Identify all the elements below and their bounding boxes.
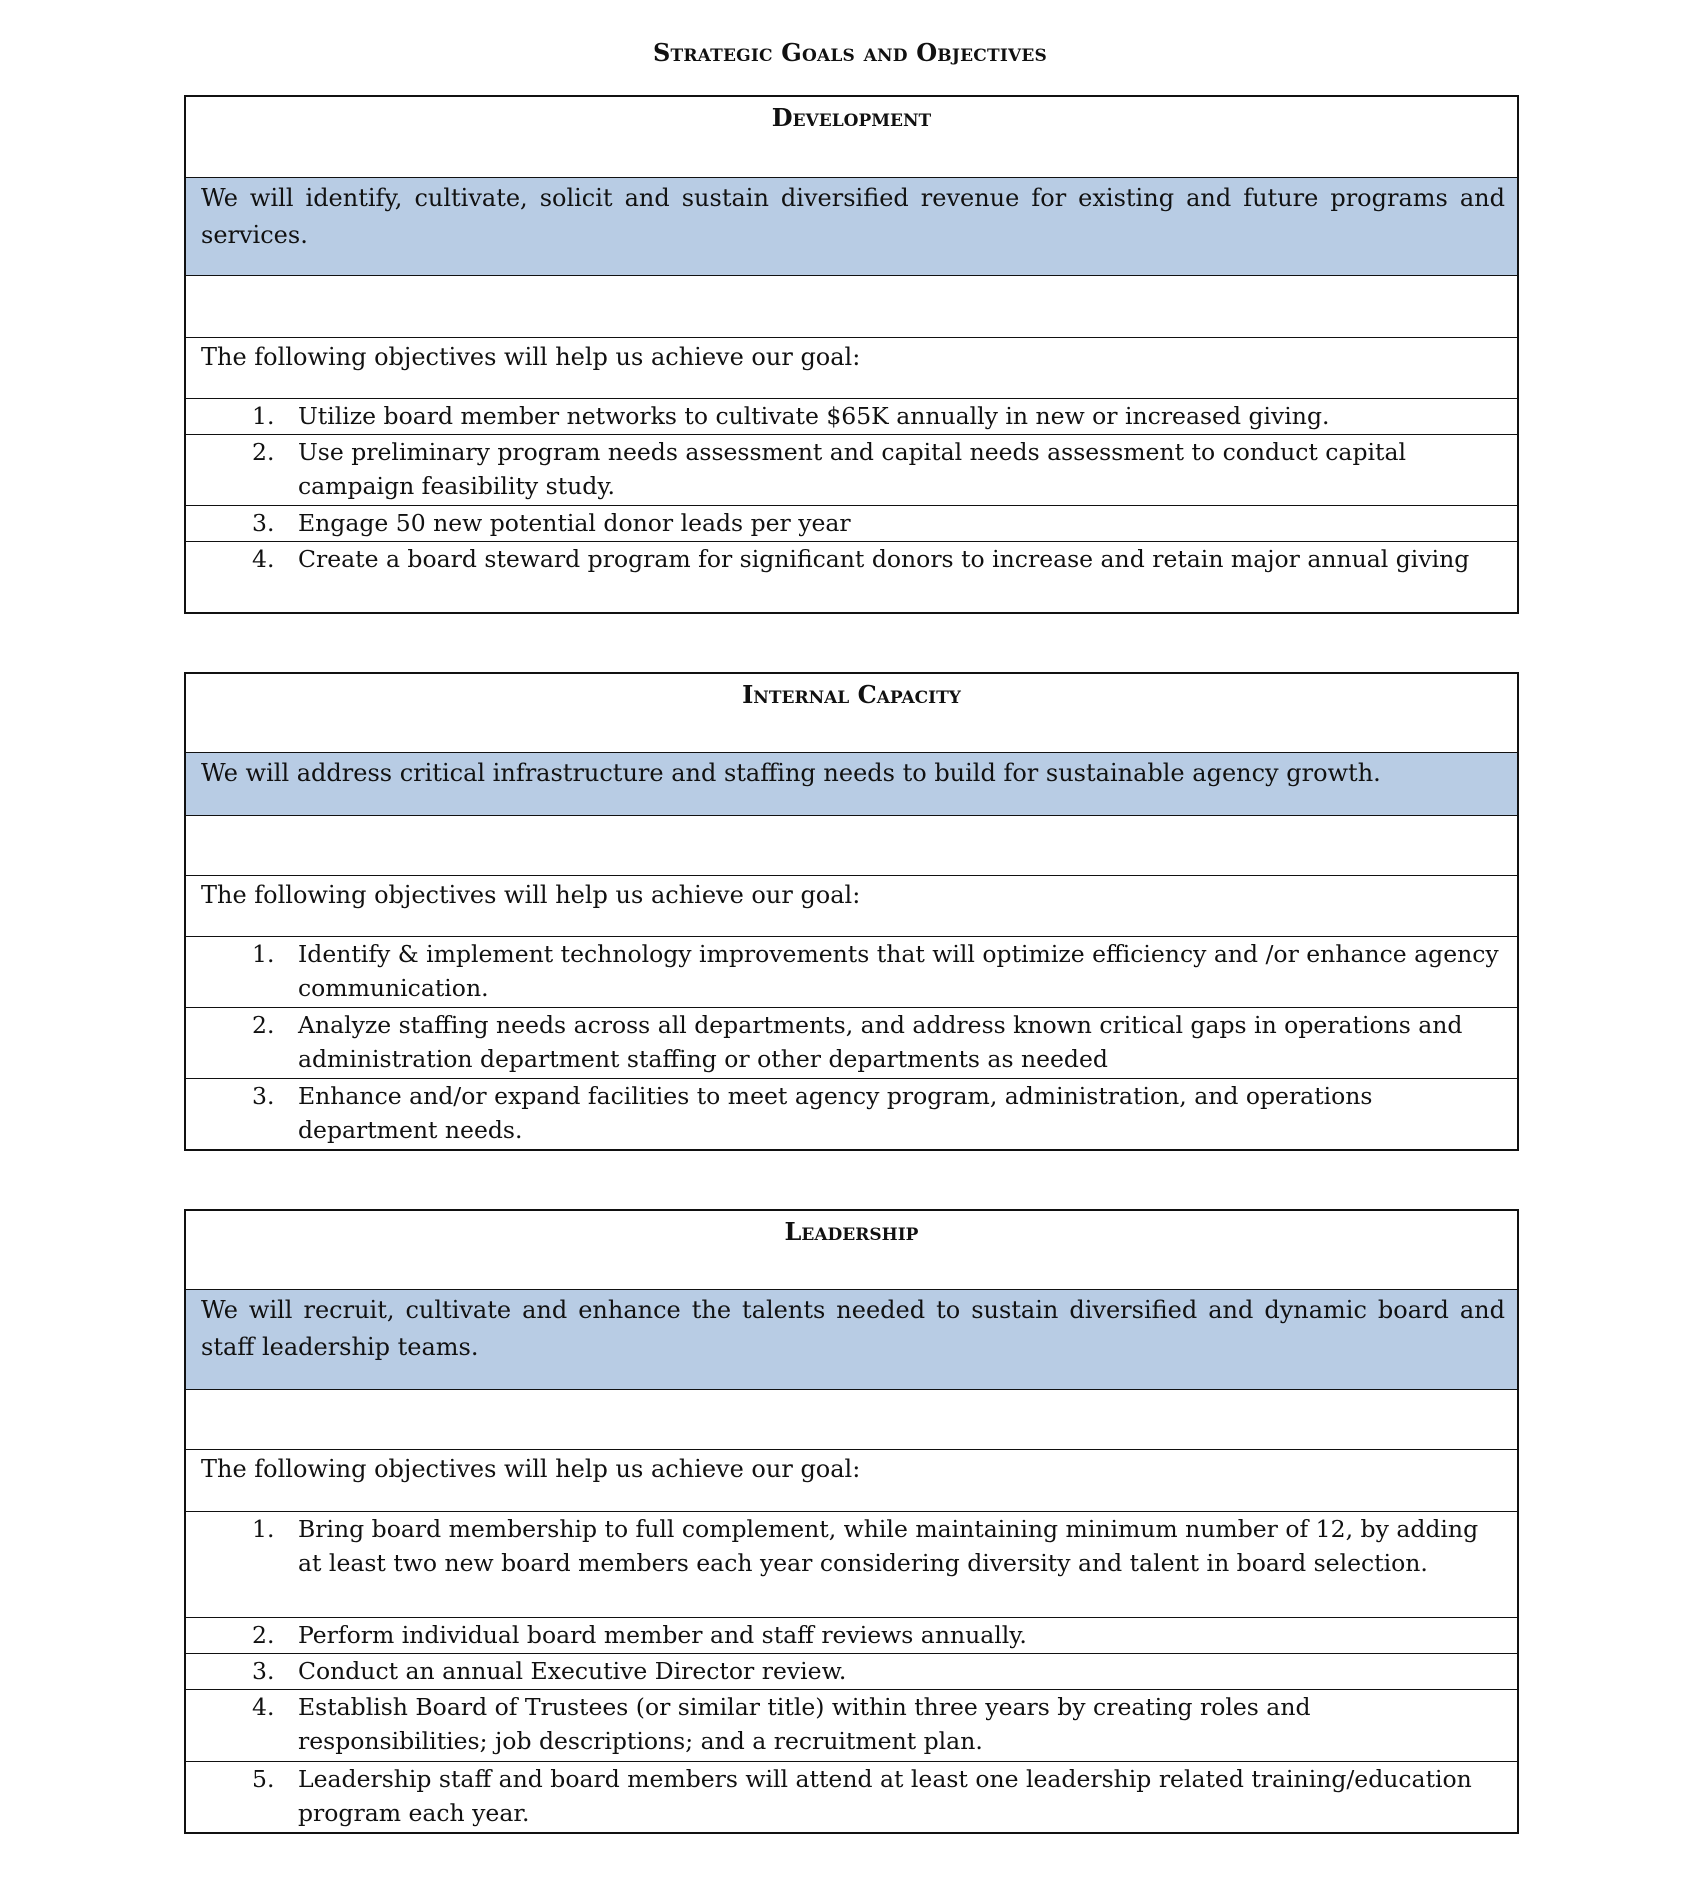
empty-row (186, 815, 1517, 875)
objective-item (186, 505, 1517, 541)
objectives-intro: The following objectives will help us achieve our goal: (186, 875, 1517, 936)
objective-text: Create a board steward program for significant donors to increase and retain major annual giving (298, 545, 1470, 573)
empty-row (186, 275, 1517, 337)
objective-number: 2. (252, 438, 275, 466)
goal-table-development (184, 95, 1519, 614)
objective-number: 1. (252, 402, 275, 430)
objective-text: Use preliminary program needs assessment and capital needs assessment to conduct capital campaign feasibility study. (298, 438, 1406, 500)
objective-number: 2. (252, 1621, 275, 1649)
objective-text: Leadership staff and board members will attend at least one leadership related training/education program each year. (298, 1765, 1472, 1827)
objective-number: 3. (252, 1657, 275, 1685)
objective-text: Engage 50 new potential donor leads per year (298, 509, 851, 537)
objective-item (186, 1511, 1517, 1617)
objective-number: 4. (252, 1693, 275, 1721)
objective-text: Bring board membership to full complement, while maintaining minimum number of 12, by adding at least two new board members each year considering diversity and talent in board selection. (298, 1515, 1479, 1577)
goal-statement: We will identify, cultivate, solicit and sustain diversified revenue for existing and future programs and services. (186, 177, 1517, 275)
goal-table-leadership (184, 1209, 1519, 1834)
objective-text: Establish Board of Trustees (or similar title) within three years by creating roles and responsibilities; job descriptions; and a recruitment plan. (298, 1693, 1311, 1755)
section-heading: Internal Capacity (742, 680, 961, 709)
objective-item (186, 1653, 1517, 1689)
objective-text: Utilize board member networks to cultivate $65K annually in new or increased giving. (298, 402, 1330, 430)
objective-number: 5. (252, 1765, 275, 1793)
objectives-intro: The following objectives will help us achieve our goal: (186, 337, 1517, 398)
objective-item (186, 1007, 1517, 1078)
objective-number: 3. (252, 509, 275, 537)
objective-number: 2. (252, 1011, 275, 1039)
objective-item (186, 1078, 1517, 1149)
objective-item (186, 1761, 1517, 1832)
objective-text: Analyze staffing needs across all departments, and address known critical gaps in operations and administration department staffing or other departments as needed (298, 1011, 1463, 1073)
objective-item (186, 936, 1517, 1007)
objective-number: 3. (252, 1082, 275, 1110)
objectives-intro: The following objectives will help us achieve our goal: (186, 1449, 1517, 1511)
page-title: Strategic Goals and Objectives (652, 38, 1048, 67)
objective-number: 1. (252, 1515, 275, 1543)
section-heading: Leadership (784, 1217, 919, 1246)
objective-number: 4. (252, 545, 275, 573)
objective-item (186, 1689, 1517, 1761)
objective-item (186, 541, 1517, 612)
goal-statement: We will address critical infrastructure and staffing needs to build for sustainable agency growth. (186, 752, 1517, 815)
objective-text: Perform individual board member and staff reviews annually. (298, 1621, 1027, 1649)
objective-text: Enhance and/or expand facilities to meet agency program, administration, and operations department needs. (298, 1082, 1373, 1144)
goal-statement: We will recruit, cultivate and enhance the talents needed to sustain diversified and dynamic board and staff leadership teams. (186, 1289, 1517, 1389)
goal-table-internal-capacity (184, 672, 1519, 1151)
objective-number: 1. (252, 940, 275, 968)
section-heading: Development (771, 103, 932, 132)
objective-text: Conduct an annual Executive Director review. (298, 1657, 847, 1685)
objective-text: Identify & implement technology improvements that will optimize efficiency and /or enhance agency communication. (298, 940, 1499, 1002)
empty-row (186, 1389, 1517, 1449)
objective-item (186, 398, 1517, 434)
objective-item (186, 434, 1517, 505)
objective-item (186, 1617, 1517, 1653)
